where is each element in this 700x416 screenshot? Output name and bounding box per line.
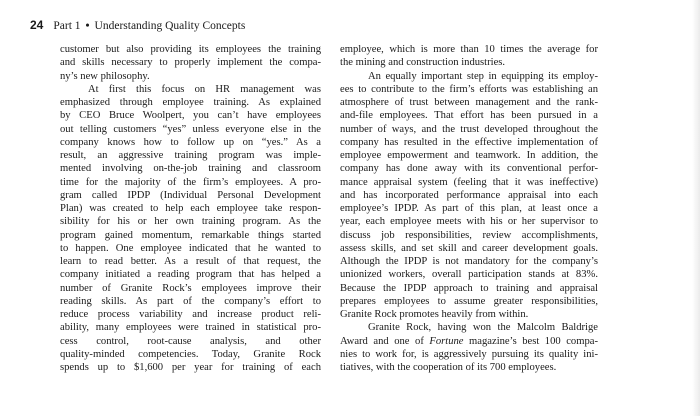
magazine-title: Fortune [429, 335, 464, 347]
text-line: company knows how to follow up on “yes.” As a [60, 136, 321, 148]
text-line: customer but also providing its employees the training [60, 44, 321, 55]
text-fragment: magazine’s best 100 compa- [469, 335, 598, 347]
text-line: gram called IPDP (Individual Personal Development [60, 189, 321, 201]
part-label: Part 1 [53, 20, 81, 32]
text-line: assess skills, and set skill and career development goals. [340, 242, 598, 254]
left-column [60, 43, 321, 374]
text-line: emphasized through employee training. As explained [60, 97, 321, 108]
text-line: year, each employee meets with his or her supervisor to [340, 216, 598, 228]
text-line: and-file employees. That effort has been pursued in a [340, 110, 598, 122]
text-line: At first this focus on HR management was [88, 83, 321, 95]
text-line: time for the majority of the firm’s employees. A pro- [60, 176, 321, 188]
text-line: result, an aggressive training program was imple- [60, 150, 321, 161]
right-column [340, 43, 598, 374]
text-line: sibility for his or her own training program. As the [60, 216, 321, 228]
text-fragment: Award and one of [340, 335, 424, 347]
text-line: company has done away with its conventional perfor- [340, 163, 598, 175]
text-line: quality-minded competencies. Today, Granite Rock [60, 348, 321, 360]
text-line: Granite Rock promotes heavily from within. [340, 309, 529, 320]
text-line: and skills necessary to properly implement the compa- [60, 57, 321, 69]
text-line: spends up to $1,600 per year for training of each [60, 362, 321, 373]
text-line: employee, which is more than 10 times the average for [340, 44, 598, 55]
text-line: company has resulted in the effective implementation of [340, 136, 598, 148]
text-line: An equally important step in equipping its employ- [368, 70, 598, 82]
text-line: Granite Rock, having won the Malcolm Baldrige [368, 322, 598, 334]
bullet-separator: • [85, 20, 90, 32]
text-line: to happen. One employee indicated that he wanted to [60, 242, 321, 254]
running-header [30, 18, 245, 34]
text-line: Plan) was created to help each employee take respon- [60, 203, 321, 214]
text-line: ability, many employees were trained in statistical pro- [60, 322, 321, 334]
text-line: learn to read better. As a result of that request, the [60, 256, 321, 267]
text-line: number of Granite Rock’s employees improve their [60, 282, 321, 294]
text-line: program gained momentum, remarkable things started [60, 229, 321, 241]
text-line: prepares employees to assume greater responsibilities, [340, 295, 598, 307]
text-line: reading skills. As part of the company’s effort to [60, 295, 321, 307]
text-line-with-italic [340, 335, 598, 348]
text-line: mance appraisal system (feeling that it was ineffective) [340, 176, 598, 188]
text-line: the mining and construction industries. [340, 57, 506, 69]
text-line: mented involving on-the-job training and classroom [60, 163, 321, 175]
text-line: company initiated a reading program that has helped a [60, 269, 321, 281]
text-line: and has incorporated performance appraisal into each [340, 189, 598, 201]
text-line: ees to contribute to the firm’s efforts was establishing an [340, 83, 598, 95]
text-line: employee empowerment and teamwork. In addition, the [340, 150, 598, 161]
text-line: unionized workers, overall participation stands at 83%. [340, 269, 598, 281]
text-line: atmosphere of trust between management and the rank- [340, 97, 598, 108]
text-line: reduce process variability and increase product reli- [60, 309, 321, 320]
text-line: Because the IPDP approach to training and appraisal [340, 282, 598, 294]
text-line: employee’s IPDP. As part of this plan, at least once a [340, 203, 598, 214]
text-line: number of ways, and the trust developed throughout the [340, 123, 598, 135]
text-line: by CEO Bruce Woolpert, you can’t have employees [60, 110, 321, 122]
text-line: ny’s new philosophy. [60, 70, 150, 82]
text-line: discuss job responsibilities, review accomplishments, [340, 229, 598, 241]
text-line: Although the IPDP is not mandatory for the company’s [340, 256, 598, 267]
page-number: 24 [30, 18, 44, 32]
chapter-title: Understanding Quality Concepts [94, 20, 246, 32]
text-line: out telling customers “yes” unless everyone else in the [60, 123, 321, 135]
page-edge-shadow [692, 0, 700, 416]
text-line: cess control, root-cause analysis, and other [60, 335, 321, 347]
text-line: nies to work for, is aggressively pursuing its quality ini- [340, 348, 598, 360]
text-line: tiatives, with the cooperation of its 700 employees. [340, 362, 557, 373]
